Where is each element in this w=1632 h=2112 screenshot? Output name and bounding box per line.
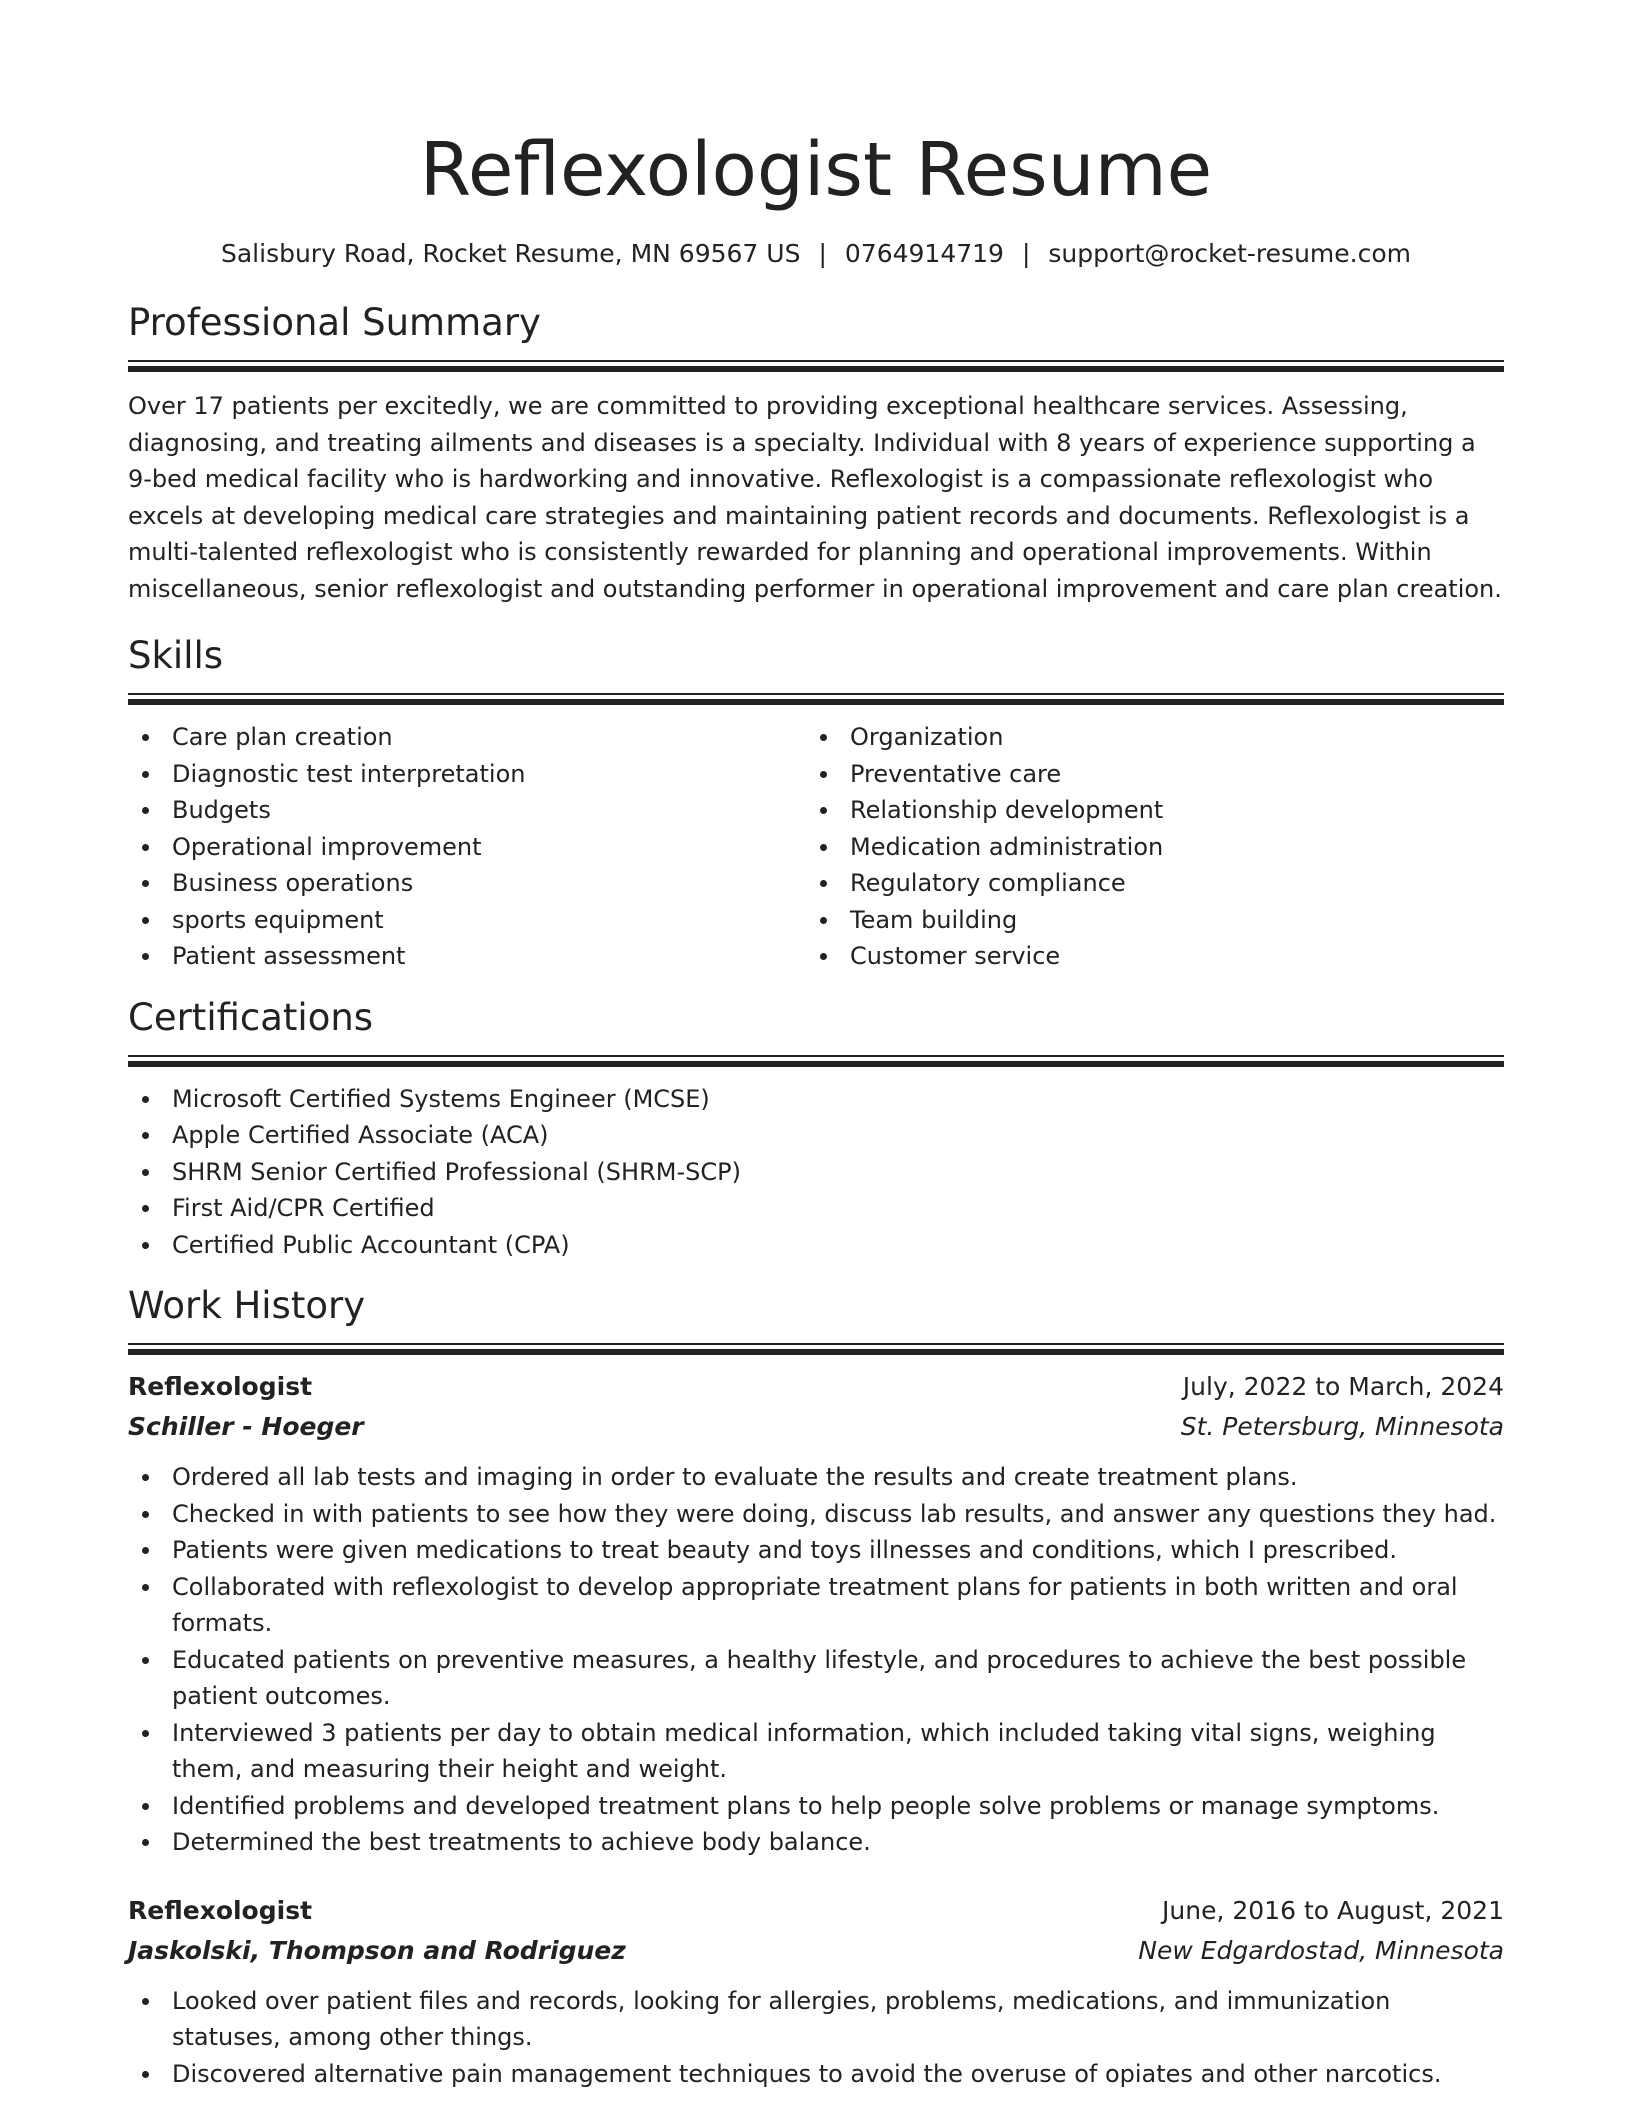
skill-item: Team building [806,902,1484,939]
skills-section [128,633,1504,975]
skill-item: Relationship development [806,792,1484,829]
contact-separator: | [1021,239,1031,268]
work-history-section [128,1283,1504,2092]
job-duty: Ordered all lab tests and imaging in order to evaluate the results and create treatment plans. [128,1459,1504,1496]
skill-item: sports equipment [128,902,806,939]
job-header [128,1891,1504,1931]
job-duties [128,1459,1504,1861]
contact-line [128,238,1504,270]
certifications-section [128,995,1504,1264]
skill-item: Operational improvement [128,829,806,866]
job-entry [128,1891,1504,2093]
job-company: Jaskolski, Thompson and Rodriguez [128,1935,626,1965]
job-subheader [128,1407,1504,1447]
skill-item: Patient assessment [128,938,806,975]
job-dates: July, 2022 to March, 2024 [1182,1372,1504,1401]
job-duty: Educated patients on preventive measures, a healthy lifestyle, and procedures to achieve the best possible patient outcomes. [128,1642,1504,1715]
job-title: Reflexologist [128,1895,313,1925]
section-divider [128,693,1504,705]
resume-page [128,0,1504,2092]
job-duty: Collaborated with reflexologist to develop appropriate treatment plans for patients in both written and oral formats. [128,1569,1504,1642]
work-history-heading: Work History [128,1284,366,1327]
section-divider [128,1055,1504,1067]
job-header [128,1367,1504,1407]
job-location: St. Petersburg, Minnesota [1180,1412,1504,1441]
skill-item: Budgets [128,792,806,829]
job-duty: Interviewed 3 patients per day to obtain medical information, which included taking vital signs, weighing them, and measuring their height and weight. [128,1715,1504,1788]
skill-item: Customer service [806,938,1484,975]
job-location: New Edgardostad, Minnesota [1138,1935,1504,1965]
job-entry [128,1367,1504,1861]
certification-item: Apple Certified Associate (ACA) [128,1117,1504,1154]
certification-item: Microsoft Certified Systems Engineer (MCSE) [128,1081,1504,1118]
contact-separator: | [818,239,827,268]
skills-list-left [128,719,806,975]
skill-item: Regulatory compliance [806,865,1484,902]
skill-item: Medication administration [806,829,1484,866]
contact-address: Salisbury Road, Rocket Resume, MN 69567 US [220,239,801,268]
section-divider [128,1343,1504,1355]
skill-item: Care plan creation [128,719,806,756]
job-company: Schiller - Hoeger [128,1412,364,1441]
skill-item: Diagnostic test interpretation [128,756,806,793]
summary-section [128,300,1504,607]
certifications-list [128,1081,1504,1264]
certification-item: SHRM Senior Certified Professional (SHRM-SCP) [128,1154,1504,1191]
certification-item: Certified Public Accountant (CPA) [128,1227,1504,1264]
contact-phone: 0764914719 [844,239,1004,268]
job-duty: Identified problems and developed treatment plans to help people solve problems or manage symptoms. [128,1788,1504,1825]
job-duty: Patients were given medications to treat beauty and toys illnesses and conditions, which I prescribed. [128,1532,1504,1569]
job-title: Reflexologist [128,1372,313,1401]
job-duty: Determined the best treatments to achieve body balance. [128,1824,1504,1861]
skills-columns [128,719,1504,975]
job-duty: Checked in with patients to see how they were doing, discuss lab results, and answer any questions they had. [128,1496,1504,1533]
job-dates: June, 2016 to August, 2021 [1162,1895,1504,1925]
contact-email: support@rocket-resume.com [1048,239,1411,268]
job-subheader [128,1931,1504,1971]
job-duties [128,1983,1504,2093]
section-divider [128,360,1504,372]
skill-item: Business operations [128,865,806,902]
certifications-heading: Certifications [128,995,374,1039]
job-duty: Discovered alternative pain management techniques to avoid the overuse of opiates and other narcotics. [128,2056,1504,2093]
job-duty: Looked over patient files and records, looking for allergies, problems, medications, and immunization statuses, among other things. [128,1983,1504,2056]
resume-title: Reflexologist Resume [419,127,1213,213]
certification-item: First Aid/CPR Certified [128,1190,1504,1227]
summary-text: Over 17 patients per excitedly, we are committed to providing exceptional healthcare services. Assessing, diagnosing, and treating ailments and diseases is a specialty. Individual with 8 years of experience supporting a 9-bed medical facility who is hardworking and innovative. Reflexologist is a compassionate reflexologist who excels at developing medical care strategies and maintaining patient records and documents. Reflexologist is a multi-talented reflexologist who is consistently rewarded for planning and operational improvements. Within miscellaneous, senior reflexologist and outstanding performer in operational improvement and care plan creation. [128,392,1502,603]
skill-item: Preventative care [806,756,1484,793]
skills-list-right [806,719,1484,975]
summary-heading: Professional Summary [128,301,541,344]
skills-heading: Skills [128,634,224,677]
skill-item: Organization [806,719,1484,756]
